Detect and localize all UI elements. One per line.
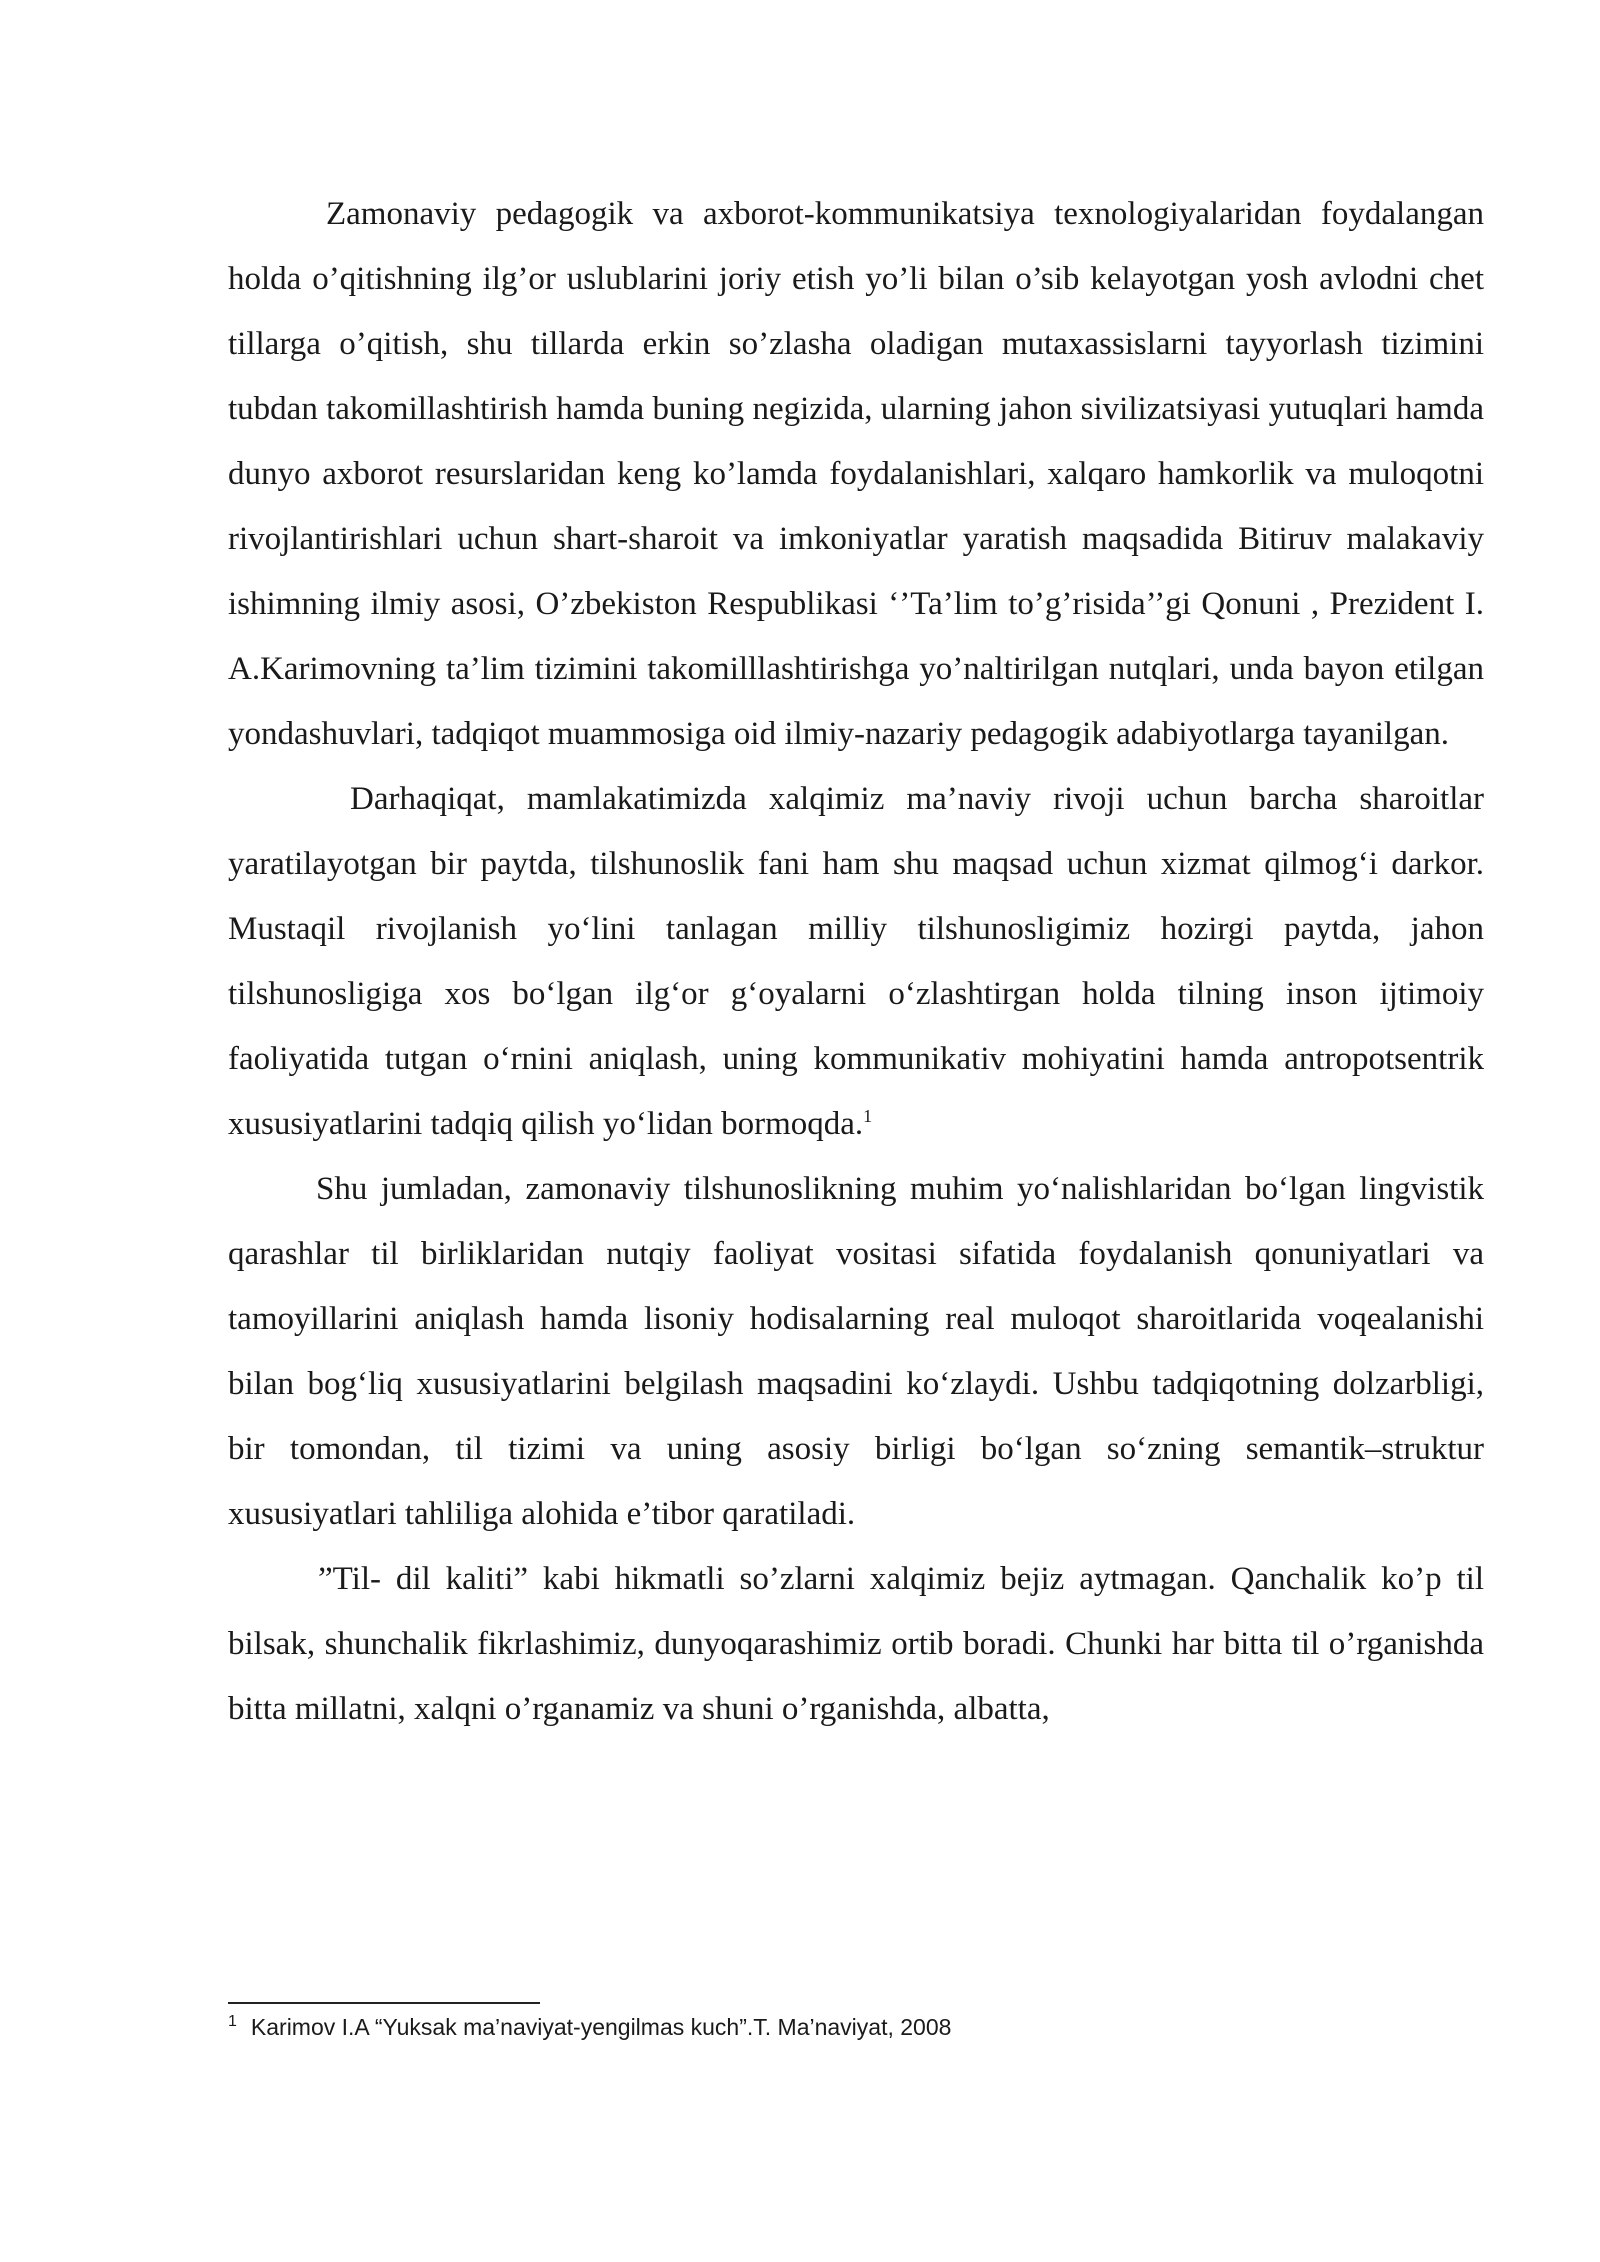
paragraph-1: Zamonaviy pedagogik va axborot-kommunikatsiya texnologiyalaridan foydalangan holda o’qitishning ilg’or uslublarini joriy etish yo’li bilan o’sib kelayotgan yosh avlodni chet tillarga o’qitish, shu tillarda erkin so’zlasha oladigan mutaxassislarni tayyorlash tizimini tubdan takomillashtirish hamda buning negizida, ularning jahon sivilizatsiyasi yutuqlari hamda dunyo axborot resurslaridan keng ko’lamda foydalanishlari, xalqaro hamkorlik va muloqotni rivojlantirishlari uchun shart-sharoit va imkoniyatlar yaratish maqsadida Bitiruv malakaviy ishimning ilmiy asosi, O’zbekiston Respublikasi ‘’Ta’lim to’g’risida’’gi Qonuni , Prezident I. A.Karimovning ta’lim tizimini takomilllashtirishga yo’naltirilgan nutqlari, unda bayon etilgan yondashuvlari, tadqiqot muammosiga oid ilmiy-nazariy pedagogik adabiyotlarga tayanilgan.: [228, 196, 1484, 752]
footnote-reference[interactable]: 1: [863, 1106, 873, 1126]
paragraph-2-text: Darhaqiqat, mamlakatimizda xalqimiz ma’naviy rivoji uchun barcha sharoitlar yaratilayotgan bir paytda, tilshunoslik fani ham shu maqsad uchun xizmat qilmog‘i darkor. Mustaqil rivojlanish yo‘lini tanlagan milliy tilshunosligimiz hozirgi paytda, jahon tilshunosligiga xos bo‘lgan ilg‘or g‘oyalarni o‘zlashtirgan holda tilning inson ijtimoiy faoliyatida tutgan o‘rnini aniqlash, uning kommunikativ mohiyatini hamda antropotsentrik xususiyatlarini tadqiq qilish yo‘lidan bormoqda.: [228, 781, 1484, 1142]
paragraph-4: ”Til- dil kaliti” kabi hikmatli so’zlarni xalqimiz bejiz aytmagan. Qanchalik ko’p til bilsak, shunchalik fikrlashimiz, dunyoqarashimiz ortib boradi. Chunki har bitta til o’rganishda bitta millatni, xalqni o’rganamiz va shuni o’rganishda, albatta,: [228, 1561, 1484, 1727]
body-text: [228, 182, 1484, 1742]
footnote: [228, 2012, 1484, 2042]
footnote-separator: [228, 2002, 540, 2004]
footnote-number: 1: [228, 2013, 237, 2031]
paragraph-3: Shu jumladan, zamonaviy tilshunoslikning muhim yo‘nalishlaridan bo‘lgan lingvistik qarashlar til birliklaridan nutqiy faoliyat vositasi sifatida foydalanish qonuniyatlari va tamoyillarini aniqlash hamda lisoniy hodisalarning real muloqot sharoitlarida voqealanishi bilan bog‘liq xususiyatlarini belgilash maqsadini ko‘zlaydi. Ushbu tadqiqotning dolzarbligi, bir tomondan, til tizimi va uning asosiy birligi bo‘lgan so‘zning semantik–struktur xususiyatlari tahliliga alohida e’tibor qaratiladi.: [228, 1171, 1484, 1532]
paragraph-2: [228, 767, 1484, 1157]
footnote-text: Karimov I.A “Yuksak ma’naviyat-yengilmas kuch”.T. Ma’naviyat, 2008: [250, 2014, 952, 2040]
